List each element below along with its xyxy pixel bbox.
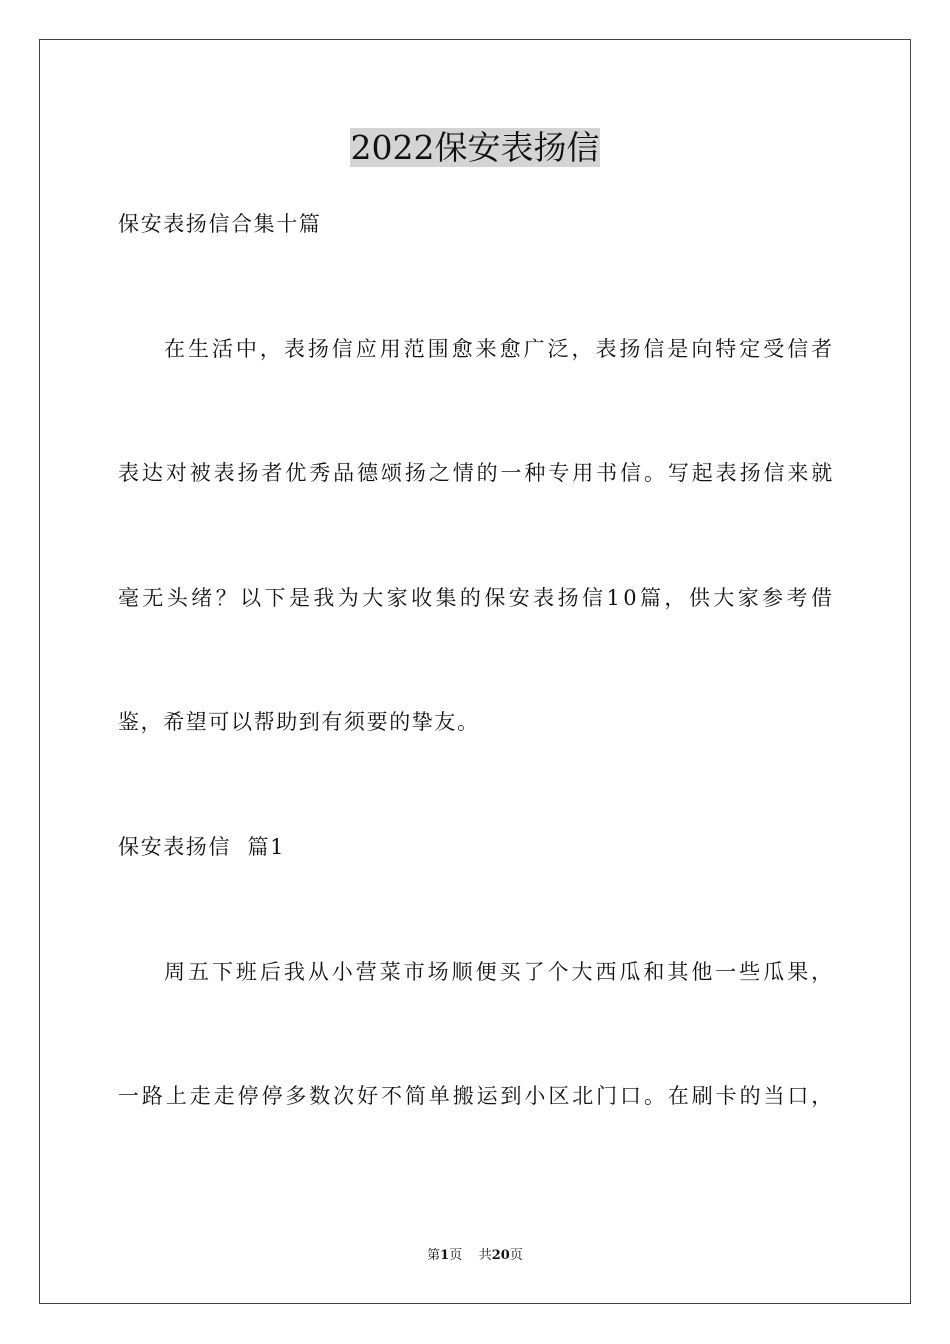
footer-total-pages: 20 [491, 1248, 510, 1263]
document-title [0, 127, 950, 169]
section-line-2: 一 路 上 走 走 停 停 多 数 次 好 不 简 单 搬 运 到 小 区 北 门 口 。 在 刷 卡 的 当 口 ， [118, 1084, 834, 1108]
page-footer [0, 1247, 950, 1265]
footer-total-suffix: 页 [509, 1248, 523, 1263]
intro-line-3: 毫 无 头 绪 ？ 以 下 是 我 为 大 家 收 集 的 保 安 表 扬 信 1 0 篇 ， 供 大 家 参 考 借 [118, 586, 834, 610]
footer-page-prefix: 第 [427, 1248, 441, 1263]
section-heading: 保安表扬信 篇1 [118, 835, 286, 859]
footer-page-suffix: 页 [449, 1248, 463, 1263]
intro-line-1: 在 生 活 中 ， 表 扬 信 应 用 范 围 愈 来 愈 广 泛 ， 表 扬 信 是 向 特 定 受 信 者 [164, 337, 834, 361]
document-subtitle: 保安表扬信合集十篇 [118, 212, 322, 236]
document-title-text: 2022保安表扬信 [350, 128, 600, 167]
intro-line-4: 鉴，希望可以帮助到有须要的挚友。 [118, 710, 480, 734]
footer-total-prefix: 共 [478, 1248, 492, 1263]
footer-page-number: 1 [440, 1248, 450, 1263]
intro-line-2: 表 达 对 被 表 扬 者 优 秀 品 德 颂 扬 之 情 的 一 种 专 用 书 信 。 写 起 表 扬 信 来 就 [118, 461, 834, 485]
section-line-1: 周 五 下 班 后 我 从 小 营 菜 市 场 顺 便 买 了 个 大 西 瓜 和 其 他 一 些 瓜 果 ， [164, 960, 834, 984]
